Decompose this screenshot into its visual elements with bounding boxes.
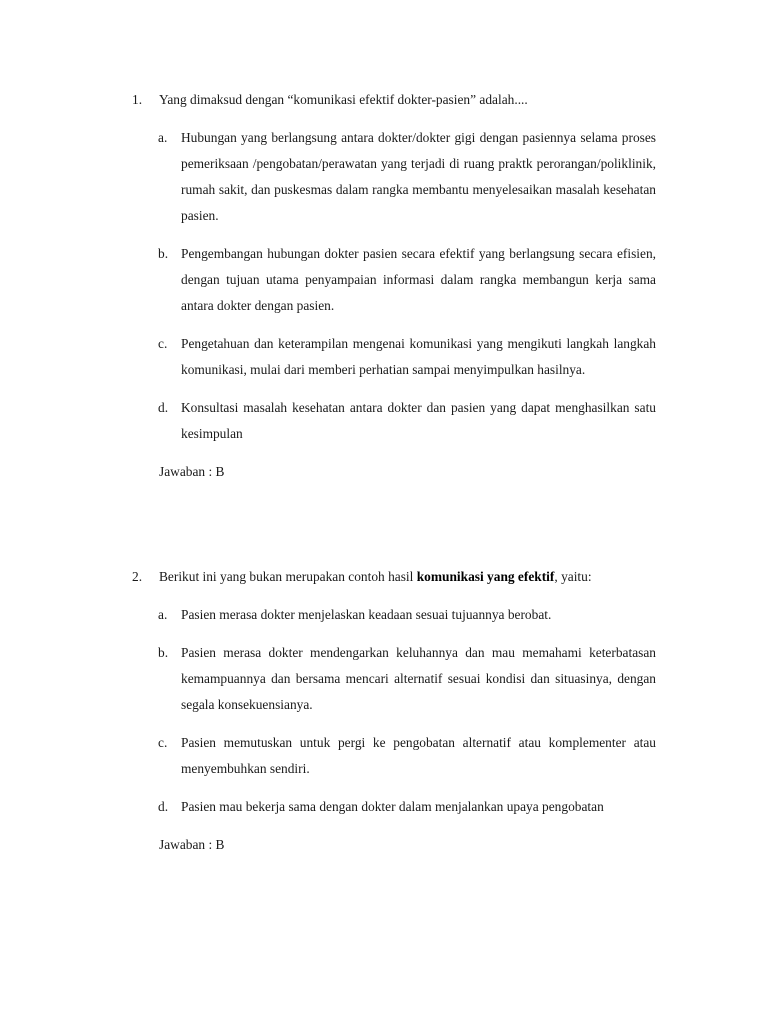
- question-1: [0, 87, 768, 485]
- option-a: [0, 602, 768, 628]
- option-d: [0, 794, 768, 820]
- option-text: Konsultasi masalah kesehatan antara dokter dan pasien yang dapat menghasilkan satu kesimpulan: [181, 400, 656, 441]
- option-a: [0, 125, 768, 229]
- option-list: [0, 602, 768, 820]
- option-text: Pasien merasa dokter mendengarkan keluhannya dan mau memahami keterbatasan kemampuannya dan bersama mencari alternatif sesuai kondisi dan situasinya, dengan segala konsekuensianya.: [181, 645, 656, 712]
- question-text-part: Yang dimaksud dengan “komunikasi efektif dokter-pasien” adalah....: [159, 92, 528, 107]
- option-list: [0, 125, 768, 447]
- question-line: [0, 87, 768, 113]
- option-letter: a.: [158, 130, 168, 145]
- question-text: [159, 564, 592, 590]
- option-letter: a.: [158, 607, 168, 622]
- option-letter: c.: [158, 336, 168, 351]
- question-text-end: , yaitu:: [554, 569, 592, 584]
- question-number: 1.: [132, 92, 143, 107]
- option-c: [0, 331, 768, 383]
- answer-line: Jawaban : B: [159, 837, 225, 852]
- option-letter: d.: [158, 400, 169, 415]
- option-letter: c.: [158, 735, 168, 750]
- question-text-part: Berikut ini yang bukan merupakan contoh hasil: [159, 569, 417, 584]
- question-line: [0, 564, 768, 590]
- option-text: Pengetahuan dan keterampilan mengenai komunikasi yang mengikuti langkah langkah komunikasi, mulai dari memberi perhatian sampai menyimpulkan hasilnya.: [181, 336, 656, 377]
- option-b: [0, 640, 768, 718]
- question-text: [159, 87, 528, 113]
- option-text: Pasien merasa dokter menjelaskan keadaan sesuai tujuannya berobat.: [181, 607, 552, 622]
- option-c: [0, 730, 768, 782]
- question-2: [0, 564, 768, 858]
- option-text: Hubungan yang berlangsung antara dokter/dokter gigi dengan pasiennya selama proses pemeriksaan /pengobatan/perawatan yang terjadi di ruang praktk perorangan/poliklinik, rumah sakit, dan puskesmas dalam rangka membantu menyelesaikan masalah kesehatan pasien.: [181, 130, 656, 223]
- question-text-bold: komunikasi yang efektif: [416, 569, 555, 584]
- option-letter: b.: [158, 246, 169, 261]
- answer-line: Jawaban : B: [159, 464, 225, 479]
- option-letter: b.: [158, 645, 169, 660]
- question-number: 2.: [132, 569, 143, 584]
- option-d: [0, 395, 768, 447]
- option-letter: d.: [158, 799, 169, 814]
- option-text: Pasien memutuskan untuk pergi ke pengobatan alternatif atau komplementer atau menyembuhkan sendiri.: [181, 735, 656, 776]
- option-text: Pengembangan hubungan dokter pasien secara efektif yang berlangsung secara efisien, dengan tujuan utama penyampaian informasi dalam rangka membangun kerja sama antara dokter dengan pasien.: [181, 246, 656, 313]
- option-text: Pasien mau bekerja sama dengan dokter dalam menjalankan upaya pengobatan: [181, 799, 604, 814]
- option-b: [0, 241, 768, 319]
